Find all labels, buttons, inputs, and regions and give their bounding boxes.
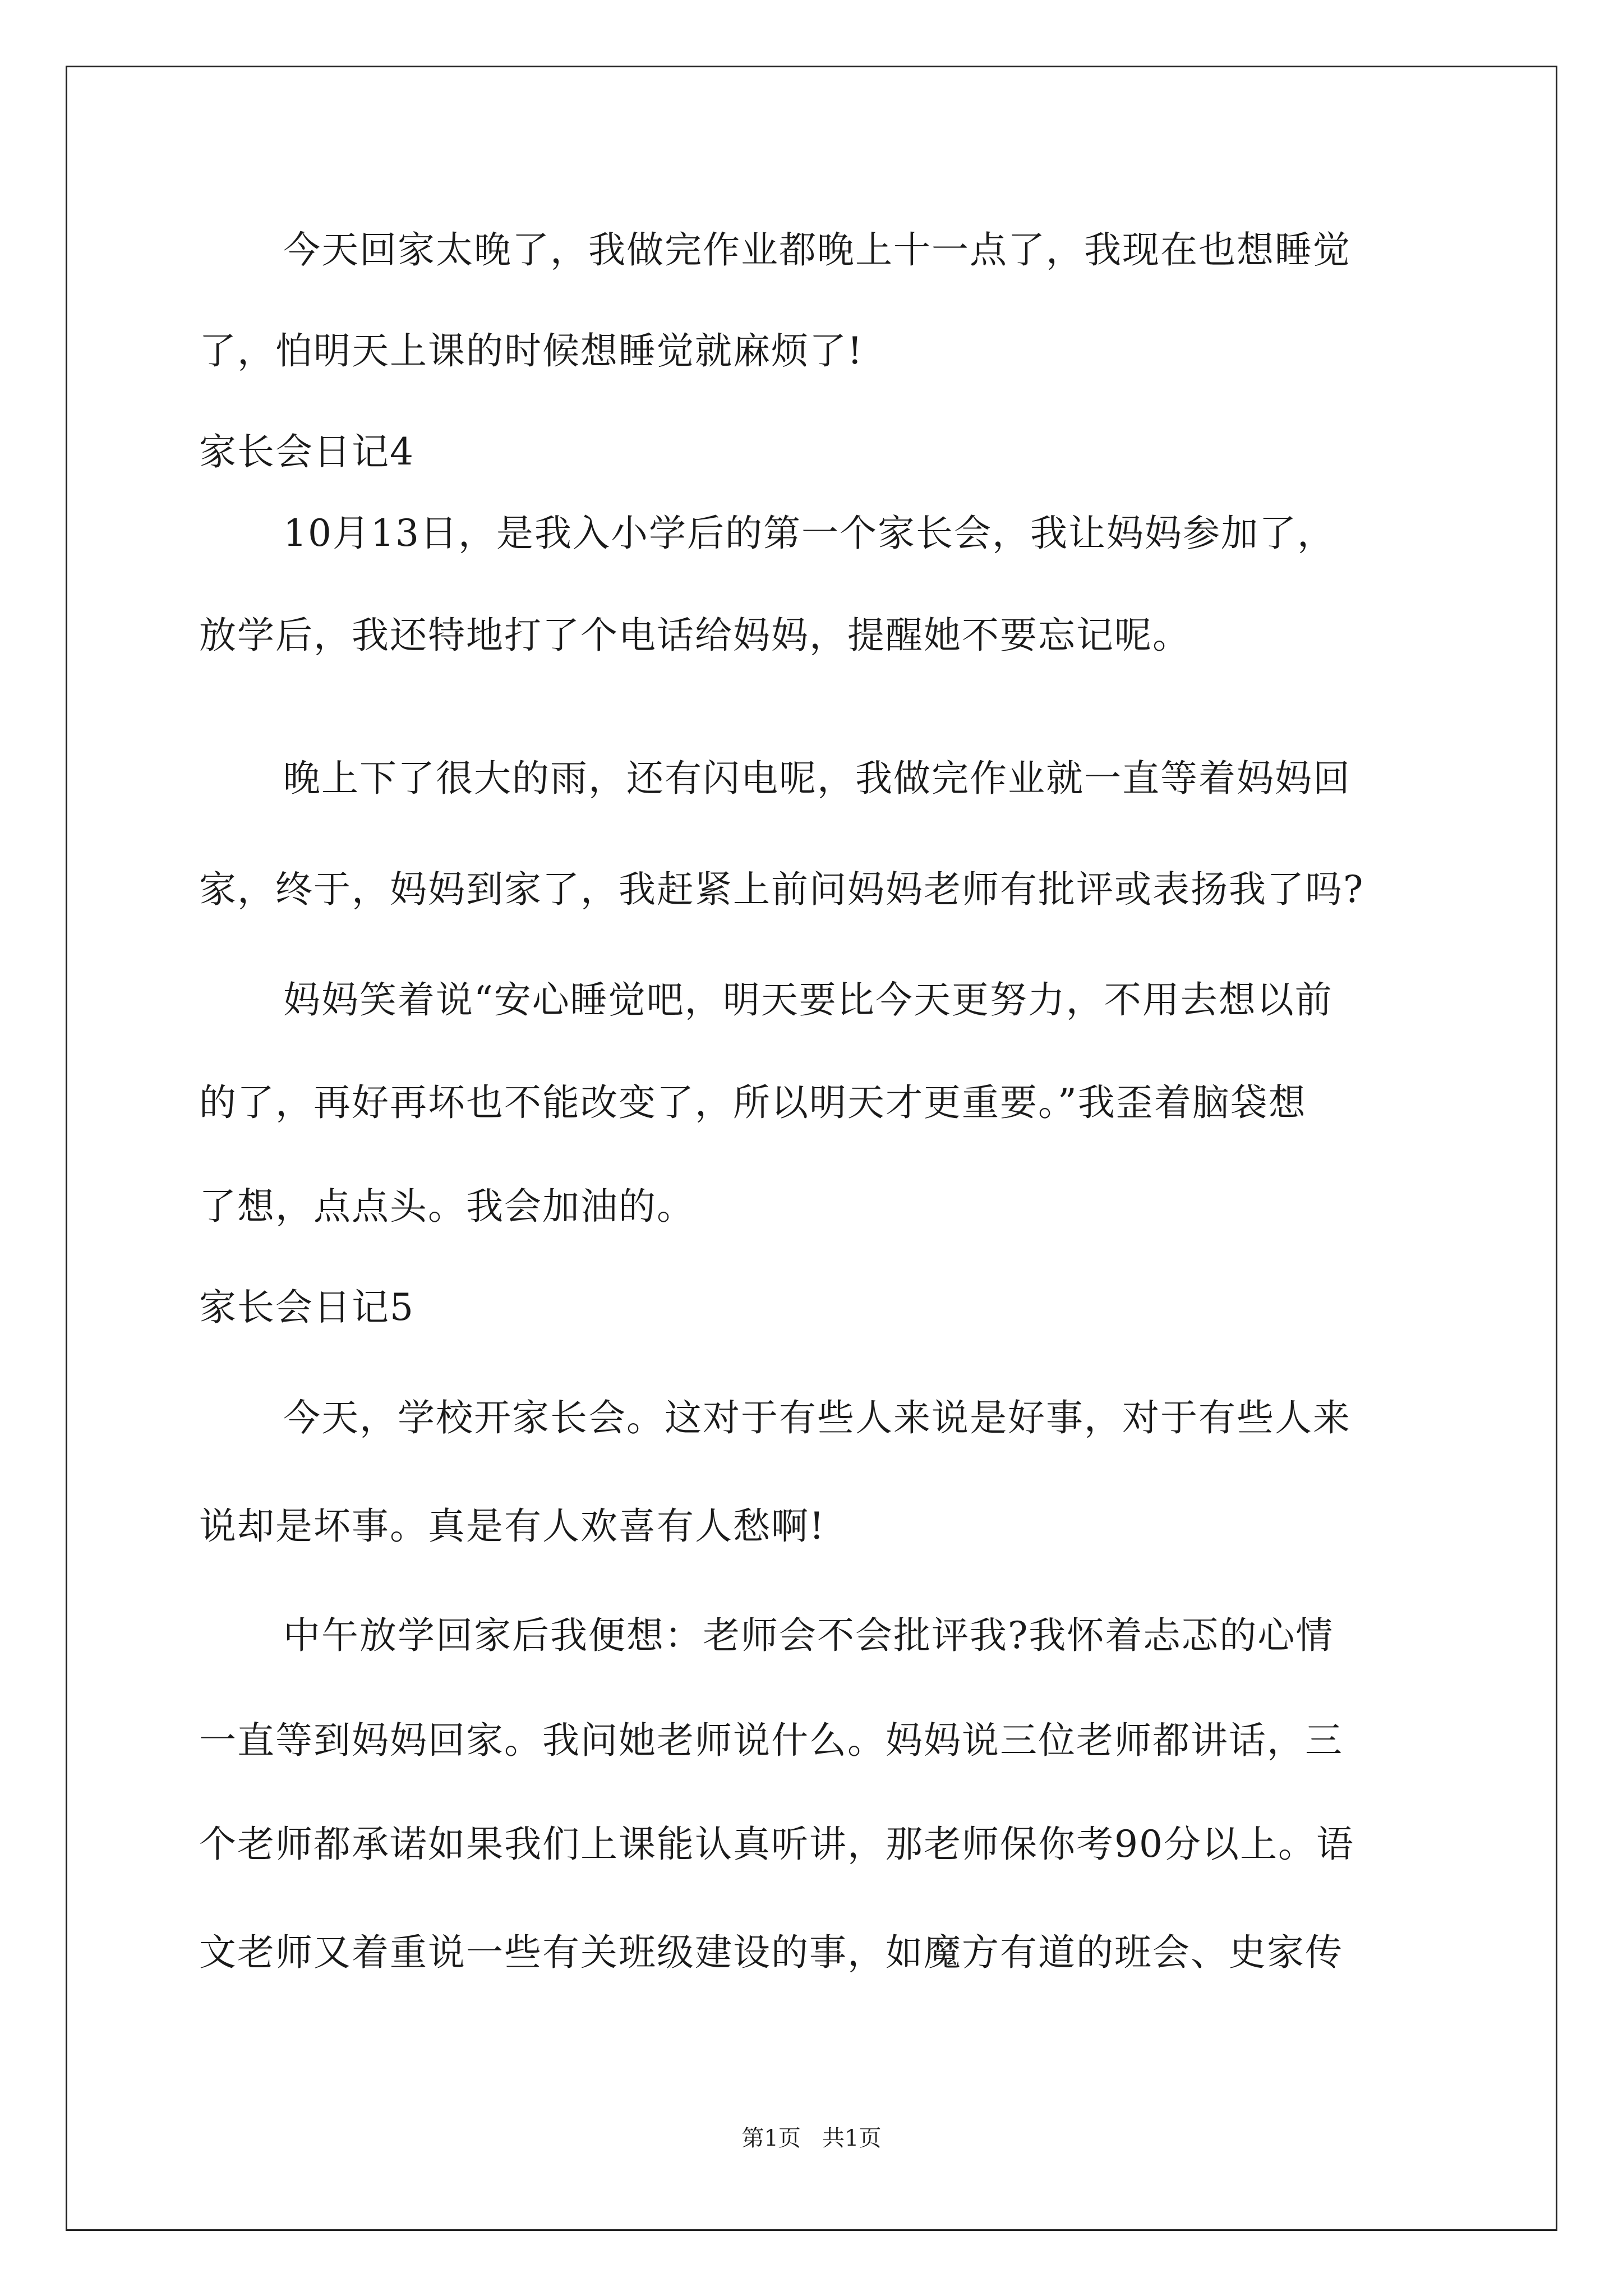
paragraph-line: 晚上下了很大的雨，还有闪电呢，我做完作业就一直等着妈妈回 — [283, 757, 1351, 800]
paragraph-line: 今天回家太晚了，我做完作业都晚上十一点了，我现在也想睡觉 — [283, 228, 1351, 272]
paragraph-line: 妈妈笑着说“安心睡觉吧，明天要比今天更努力，不用去想以前 — [283, 978, 1333, 1022]
paragraph-line: 放学后，我还特地打了个电话给妈妈，提醒她不要忘记呢。 — [199, 614, 1191, 657]
paragraph-line: 了想，点点头。我会加油的。 — [199, 1185, 695, 1228]
paragraph-line: 文老师又着重说一些有关班级建设的事，如魔方有道的班会、史家传 — [199, 1931, 1343, 1974]
page-number-footer: 第1页 共1页 — [741, 2125, 882, 2151]
paragraph-line: 说却是坏事。真是有人欢喜有人愁啊! — [199, 1504, 826, 1548]
paragraph-line: 10月13日，是我入小学后的第一个家长会，我让妈妈参加了， — [283, 512, 1335, 555]
paragraph-line: 的了，再好再坏也不能改变了，所以明天才更重要。”我歪着脑袋想 — [199, 1081, 1307, 1124]
section-heading: 家长会日记4 — [199, 430, 414, 473]
paragraph-line: 了，怕明天上课的时候想睡觉就麻烦了! — [199, 329, 864, 372]
paragraph-line: 中午放学回家后我便想：老师会不会批评我?我怀着忐忑的心情 — [283, 1614, 1334, 1657]
paragraph-line: 家，终于，妈妈到家了，我赶紧上前问妈妈老师有批评或表扬我了吗? — [199, 868, 1364, 911]
paragraph-line: 一直等到妈妈回家。我问她老师说什么。妈妈说三位老师都讲话，三 — [199, 1719, 1343, 1762]
page-border — [66, 66, 1557, 2231]
paragraph-line: 个老师都承诺如果我们上课能认真听讲，那老师保你考90分以上。语 — [199, 1823, 1354, 1866]
section-heading: 家长会日记5 — [199, 1286, 414, 1329]
paragraph-line: 今天，学校开家长会。这对于有些人来说是好事，对于有些人来 — [283, 1396, 1351, 1439]
